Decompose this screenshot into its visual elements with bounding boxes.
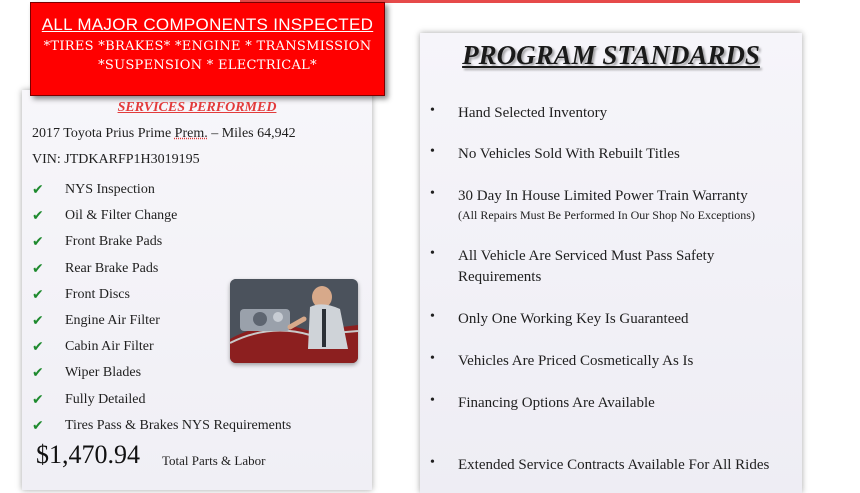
checkmark-icon: ✔ bbox=[32, 182, 44, 199]
standards-title: PROGRAM STANDARDS bbox=[462, 40, 760, 70]
standard-text: 30 Day In House Limited Power Train Warranty bbox=[458, 188, 748, 204]
service-label: Fully Detailed bbox=[65, 391, 146, 407]
service-label: NYS Inspection bbox=[65, 182, 155, 198]
standard-item bbox=[430, 246, 758, 288]
standard-item bbox=[430, 186, 778, 223]
standard-text: Extended Service Contracts Available For All Rides bbox=[458, 457, 770, 473]
standard-item bbox=[430, 455, 778, 476]
checkmark-icon: ✔ bbox=[32, 260, 44, 277]
inspection-banner bbox=[30, 2, 385, 96]
standard-text: Financing Options Are Available bbox=[458, 395, 655, 411]
service-item bbox=[32, 360, 291, 386]
vehicle-name: 2017 Toyota Prius Prime bbox=[32, 126, 175, 141]
checkmark-icon: ✔ bbox=[32, 391, 44, 408]
standard-text: Only One Working Key Is Guaranteed bbox=[458, 311, 689, 327]
checkmark-icon: ✔ bbox=[32, 313, 44, 330]
mechanic-photo-icon bbox=[230, 279, 358, 363]
checkmark-icon: ✔ bbox=[32, 365, 44, 382]
vehicle-mileage: – Miles 64,942 bbox=[207, 126, 296, 141]
standard-subtext: (All Repairs Must Be Performed In Our Shop No Exceptions) bbox=[458, 208, 755, 222]
bullet-icon: • bbox=[430, 186, 435, 201]
service-label: Front Brake Pads bbox=[65, 234, 163, 250]
service-label: Oil & Filter Change bbox=[65, 208, 178, 224]
bullet-icon: • bbox=[430, 246, 435, 261]
vin-number: VIN: JTDKARFP1H3019195 bbox=[32, 152, 200, 167]
standard-item bbox=[430, 393, 778, 414]
checkmark-icon: ✔ bbox=[32, 234, 44, 251]
standard-text: Hand Selected Inventory bbox=[458, 105, 608, 121]
standard-item bbox=[430, 103, 778, 124]
bullet-icon: • bbox=[430, 455, 435, 470]
standard-text: Vehicles Are Priced Cosmetically As Is bbox=[458, 353, 694, 369]
bullet-icon: • bbox=[430, 144, 435, 159]
bullet-icon: • bbox=[430, 103, 435, 118]
checkmark-icon: ✔ bbox=[32, 286, 44, 303]
service-label: Rear Brake Pads bbox=[65, 260, 159, 276]
banner-line-1: *TIRES *BRAKES* *ENGINE * TRANSMISSION bbox=[43, 39, 372, 54]
checkmark-icon: ✔ bbox=[32, 417, 44, 434]
checkmark-icon: ✔ bbox=[32, 208, 44, 225]
service-label: Wiper Blades bbox=[65, 365, 142, 381]
standard-item bbox=[430, 309, 778, 330]
service-label: Cabin Air Filter bbox=[65, 339, 154, 355]
total-price: $1,470.94 bbox=[36, 440, 140, 469]
service-item bbox=[32, 256, 291, 282]
services-title: SERVICES PERFORMED bbox=[117, 100, 277, 115]
bullet-icon: • bbox=[430, 309, 435, 324]
bullet-icon: • bbox=[430, 393, 435, 408]
service-item bbox=[32, 413, 291, 439]
banner-line-2: *SUSPENSION * ELECTRICAL* bbox=[98, 58, 317, 73]
bullet-icon: • bbox=[430, 351, 435, 366]
vehicle-trim: Prem. bbox=[174, 126, 208, 141]
standard-item bbox=[430, 351, 778, 372]
price-note: Total Parts & Labor bbox=[162, 453, 266, 468]
service-item bbox=[32, 229, 291, 255]
standard-text: All Vehicle Are Serviced Must Pass Safety Requirements bbox=[458, 248, 715, 285]
service-label: Front Discs bbox=[65, 286, 130, 302]
banner-title: ALL MAJOR COMPONENTS INSPECTED bbox=[41, 15, 374, 34]
mechanic-photo bbox=[230, 279, 358, 363]
standard-item bbox=[430, 144, 778, 165]
standard-text: No Vehicles Sold With Rebuilt Titles bbox=[458, 146, 680, 162]
service-label: Tires Pass & Brakes NYS Requirements bbox=[65, 417, 292, 433]
vehicle-description bbox=[32, 126, 296, 142]
service-item bbox=[32, 203, 291, 229]
checkmark-icon: ✔ bbox=[32, 339, 44, 356]
service-item bbox=[32, 387, 291, 413]
service-label: Engine Air Filter bbox=[65, 313, 160, 329]
service-item bbox=[32, 177, 291, 203]
